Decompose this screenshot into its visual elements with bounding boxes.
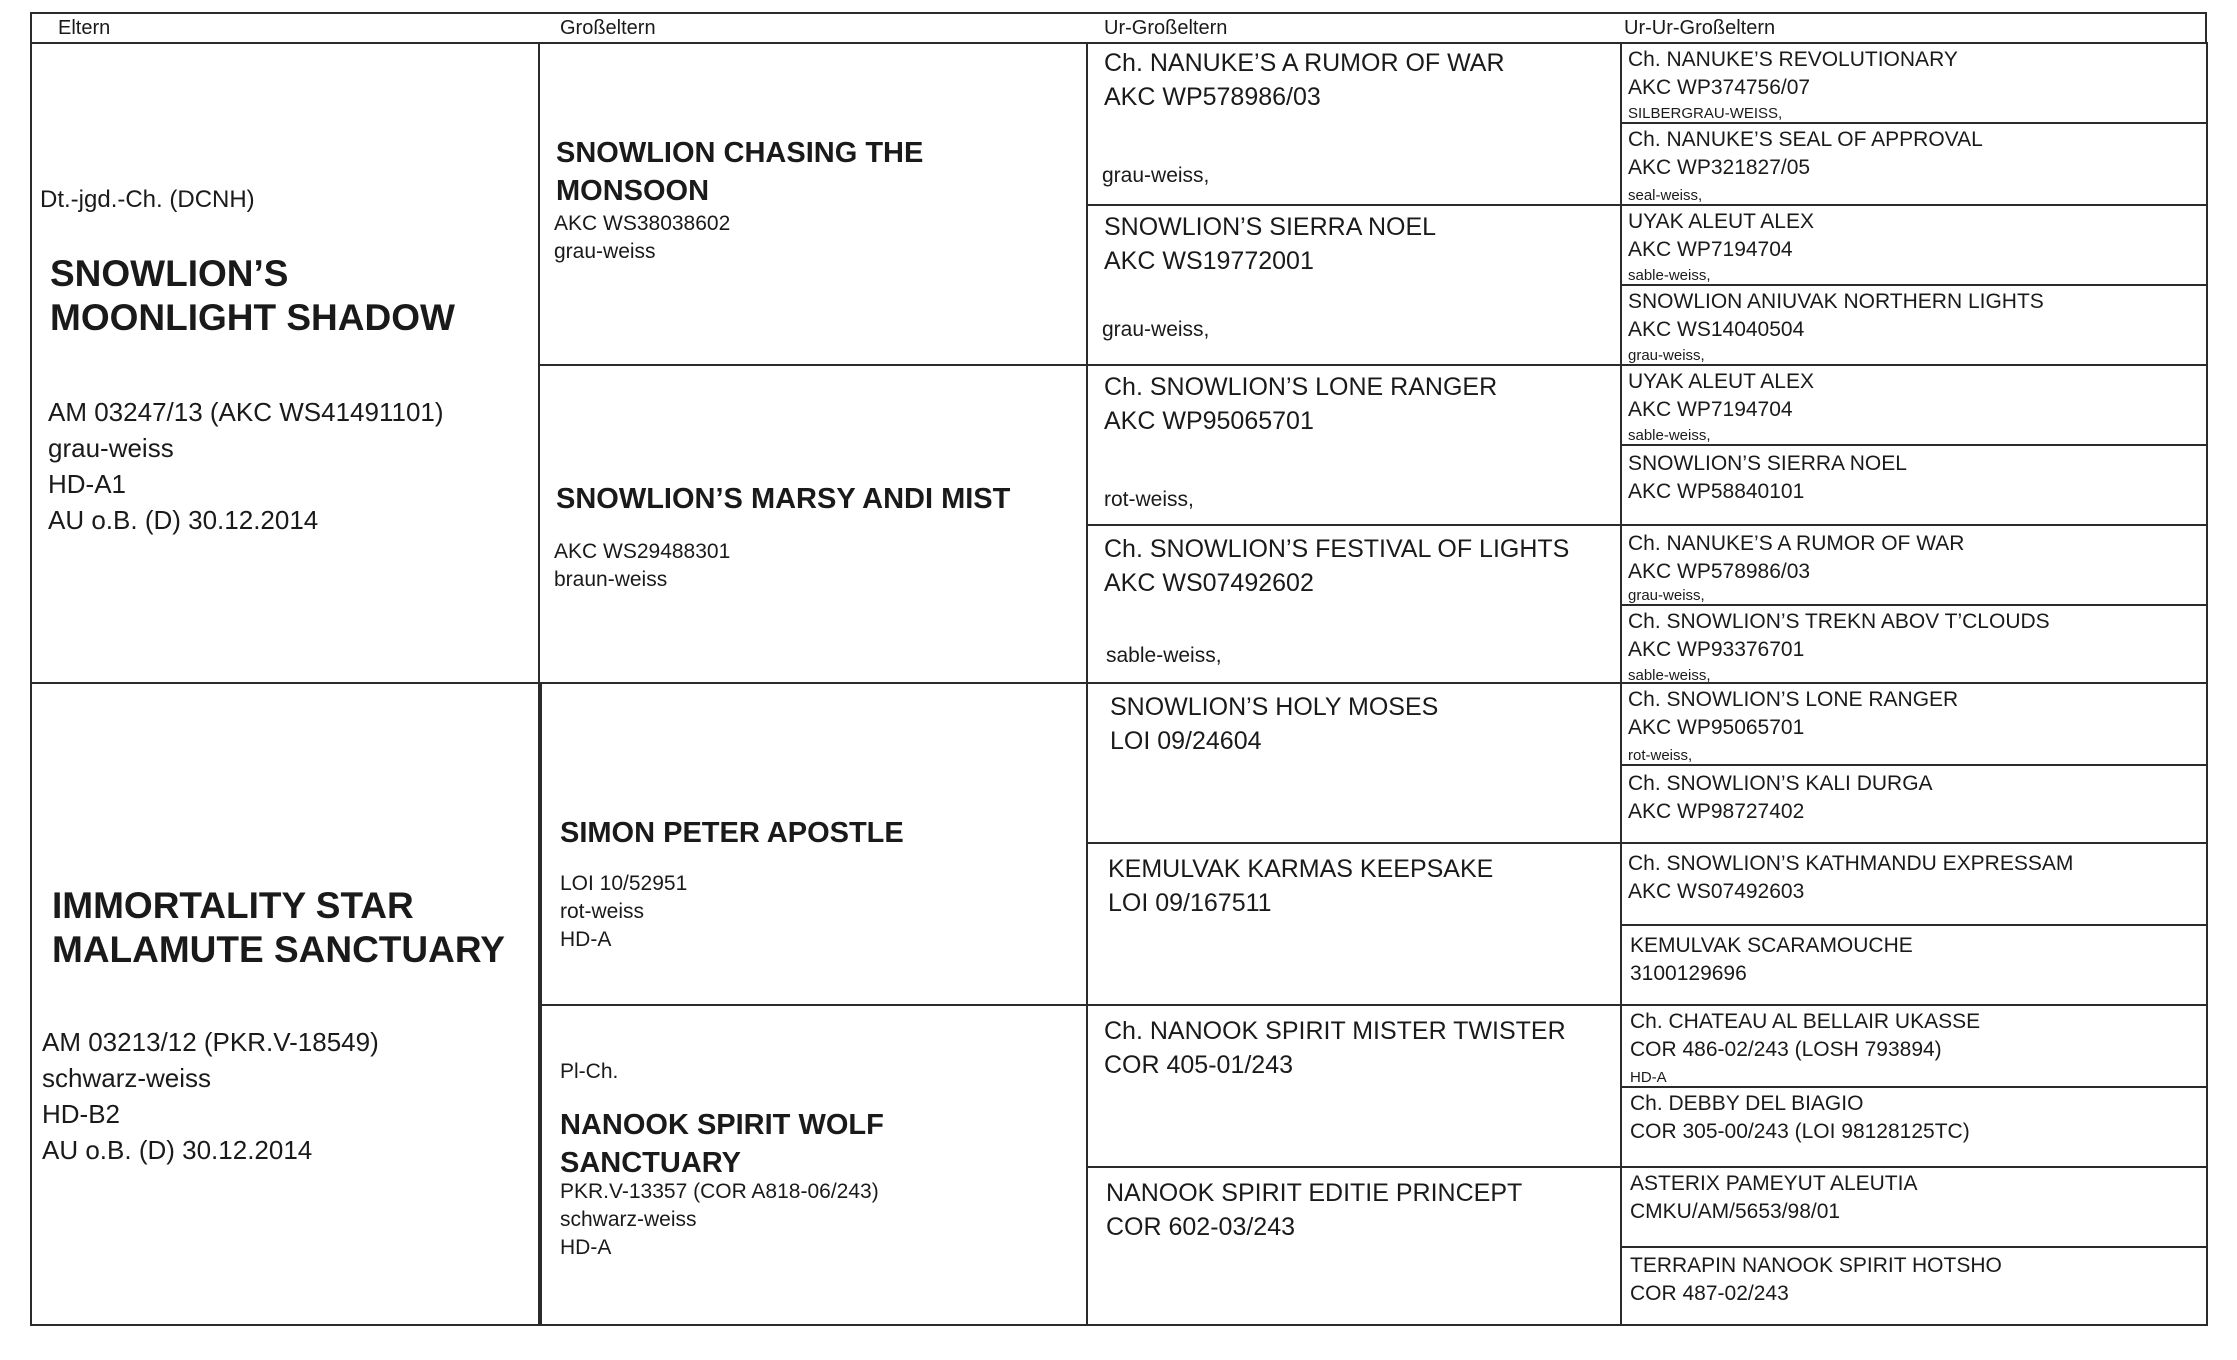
great-grandparent-cell [1086,42,1622,206]
dam-color: schwarz-weiss [42,1063,212,1093]
ggg-name: Ch. SNOWLION’S LONE RANGER [1628,688,1959,711]
great-grandparent-name: SNOWLION’S SIERRA NOEL [1104,213,1437,241]
great-grandparent-registration: AKC WS19772001 [1104,247,1314,275]
grandparent-cell [540,682,1088,1006]
ggg-name: Ch. DEBBY DEL BIAGIO [1630,1092,1864,1115]
ggg-registration: 3100129696 [1630,962,1747,985]
ggg-name: Ch. NANUKE’S A RUMOR OF WAR [1628,532,1965,555]
dam-name-line1: IMMORTALITY STAR [52,885,414,926]
great-grandparent-cell [1086,1166,1622,1326]
sire-name-line2: MOONLIGHT SHADOW [50,297,455,338]
great-grandparent-registration: AKC WP578986/03 [1104,83,1321,111]
great-great-grandparent-cell [1620,842,2208,926]
ggg-name: ASTERIX PAMEYUT ALEUTIA [1630,1172,1918,1195]
great-grandparent-color: rot-weiss, [1104,488,1194,511]
ggg-registration: AKC WS07492603 [1628,880,1805,903]
sire-color: grau-weiss [48,433,174,463]
great-grandparent-name: Ch. SNOWLION’S LONE RANGER [1104,373,1498,401]
dam-registration: AM 03213/12 (PKR.V-18549) [42,1027,379,1057]
header-great-grandparents: Ur-Großeltern [1104,17,1228,39]
grandparent-registration: LOI 10/52951 [560,872,688,895]
grandparent-name: SIMON PETER APOSTLE [560,817,904,849]
great-great-grandparent-cell [1620,764,2208,844]
ggg-name: Ch. NANUKE’S REVOLUTIONARY [1628,48,1958,71]
great-great-grandparent-cell [1620,204,2208,286]
dam-au: AU o.B. (D) 30.12.2014 [42,1135,313,1165]
great-grandparent-registration: COR 602-03/243 [1106,1213,1296,1241]
great-grandparent-color: grau-weiss, [1102,164,1210,187]
grandparent-name: MONSOON [556,175,710,207]
ggg-color: seal-weiss, [1628,187,1703,204]
ggg-registration: CMKU/AM/5653/98/01 [1630,1200,1841,1223]
ggg-color: sable-weiss, [1628,267,1711,284]
dam-name-line2: MALAMUTE SANCTUARY [52,929,505,970]
grandparent-cell [538,364,1088,684]
great-great-grandparent-cell [1620,284,2208,366]
sire-hd: HD-A1 [48,469,127,499]
great-great-grandparent-cell [1620,1246,2208,1326]
great-grandparent-name: Ch. SNOWLION’S FESTIVAL OF LIGHTS [1104,535,1570,563]
great-grandparent-name: KEMULVAK KARMAS KEEPSAKE [1108,855,1494,883]
ggg-name: SNOWLION’S SIERRA NOEL [1628,452,1907,475]
header-parents: Eltern [58,17,111,39]
dam-hd: HD-B2 [42,1099,121,1129]
grandparent-cell [538,42,1088,366]
great-great-grandparent-cell [1620,1004,2208,1088]
sire-registration: AM 03247/13 (AKC WS41491101) [48,397,444,427]
great-grandparent-name: NANOOK SPIRIT EDITIE PRINCEPT [1106,1179,1523,1207]
sire-au: AU o.B. (D) 30.12.2014 [48,505,319,535]
great-grandparent-registration: AKC WP95065701 [1104,407,1314,435]
grandparent-registration: AKC WS38038602 [554,212,731,235]
grandparent-registration: PKR.V-13357 (COR A818-06/243) [560,1180,879,1203]
grandparent-name: SANCTUARY [560,1147,741,1179]
parent-sire-cell [30,42,540,684]
ggg-name: Ch. CHATEAU AL BELLAIR UKASSE [1630,1010,1981,1033]
ggg-color: sable-weiss, [1628,427,1711,444]
great-grandparent-cell [1086,842,1622,1006]
ggg-registration: AKC WP321827/05 [1628,156,1811,179]
great-great-grandparent-cell [1620,524,2208,606]
great-great-grandparent-cell [1620,604,2208,684]
ggg-registration: COR 486-02/243 (LOSH 793894) [1630,1038,1942,1061]
grandparent-color: grau-weiss [554,240,656,263]
grandparent-hd: HD-A [560,928,612,951]
parent-dam-cell [30,682,540,1326]
ggg-color: grau-weiss, [1628,587,1705,604]
ggg-registration: AKC WP374756/07 [1628,76,1811,99]
ggg-registration: AKC WP7194704 [1628,238,1793,261]
ggg-name: SNOWLION ANIUVAK NORTHERN LIGHTS [1628,290,2044,313]
great-grandparent-name: SNOWLION’S HOLY MOSES [1110,693,1439,721]
great-grandparent-registration: LOI 09/167511 [1108,889,1272,917]
great-great-grandparent-cell [1620,122,2208,206]
grandparent-name: SNOWLION CHASING THE [556,137,924,169]
great-grandparent-color: grau-weiss, [1102,318,1210,341]
sire-title: Dt.-jgd.-Ch. (DCNH) [40,186,255,213]
ggg-color: SILBERGRAU-WEISS, [1628,105,1783,122]
great-great-grandparent-cell [1620,444,2208,526]
great-grandparent-cell [1086,364,1622,526]
great-great-grandparent-cell [1620,364,2208,446]
ggg-name: UYAK ALEUT ALEX [1628,370,1814,393]
ggg-color: rot-weiss, [1628,747,1693,764]
grandparent-cell [540,1004,1088,1326]
ggg-registration: AKC WP578986/03 [1628,560,1811,583]
great-grandparent-cell [1086,524,1622,684]
great-great-grandparent-cell [1620,1086,2208,1168]
grandparent-color: braun-weiss [554,568,668,591]
header-great-great-grandparents: Ur-Ur-Großeltern [1624,17,1776,39]
great-grandparent-cell [1086,204,1622,366]
ggg-registration: AKC WS14040504 [1628,318,1805,341]
ggg-name: Ch. SNOWLION’S TREKN ABOV T’CLOUDS [1628,610,2050,633]
grandparent-name: SNOWLION’S MARSY ANDI MIST [556,483,1011,515]
ggg-name: KEMULVAK SCARAMOUCHE [1630,934,1913,957]
grandparent-color: rot-weiss [560,900,645,923]
great-grandparent-name: Ch. NANOOK SPIRIT MISTER TWISTER [1104,1017,1566,1045]
ggg-color: HD-A [1630,1069,1667,1086]
ggg-registration: COR 487-02/243 [1630,1282,1789,1305]
ggg-name: UYAK ALEUT ALEX [1628,210,1814,233]
grandparent-hd: HD-A [560,1236,612,1259]
great-great-grandparent-cell [1620,42,2208,124]
ggg-color: sable-weiss, [1628,667,1711,684]
ggg-registration: AKC WP7194704 [1628,398,1793,421]
ggg-name: Ch. SNOWLION’S KATHMANDU EXPRESSAM [1628,852,2074,875]
header-grandparents: Großeltern [560,17,656,39]
ggg-registration: AKC WP58840101 [1628,480,1805,503]
ggg-name: TERRAPIN NANOOK SPIRIT HOTSHO [1630,1254,2002,1277]
ggg-color: grau-weiss, [1628,347,1705,364]
ggg-registration: AKC WP93376701 [1628,638,1805,661]
grandparent-name: NANOOK SPIRIT WOLF [560,1109,884,1141]
grandparent-registration: AKC WS29488301 [554,540,731,563]
ggg-registration: COR 305-00/243 (LOI 98128125TC) [1630,1120,1970,1143]
great-great-grandparent-cell [1620,682,2208,766]
great-grandparent-cell [1086,1004,1622,1168]
great-great-grandparent-cell [1620,924,2208,1006]
ggg-registration: AKC WP98727402 [1628,800,1805,823]
great-great-grandparent-cell [1620,1166,2208,1248]
great-grandparent-color: sable-weiss, [1106,644,1222,667]
great-grandparent-name: Ch. NANUKE’S A RUMOR OF WAR [1104,49,1505,77]
ggg-registration: AKC WP95065701 [1628,716,1805,739]
grandparent-color: schwarz-weiss [560,1208,697,1231]
great-grandparent-cell [1086,682,1622,844]
ggg-name: Ch. NANUKE’S SEAL OF APPROVAL [1628,128,1983,151]
sire-name-line1: SNOWLION’S [50,253,289,294]
great-grandparent-registration: AKC WS07492602 [1104,569,1314,597]
great-grandparent-registration: LOI 09/24604 [1110,727,1262,755]
ggg-name: Ch. SNOWLION’S KALI DURGA [1628,772,1933,795]
great-grandparent-registration: COR 405-01/243 [1104,1051,1294,1079]
grandparent-title: Pl-Ch. [560,1060,619,1083]
